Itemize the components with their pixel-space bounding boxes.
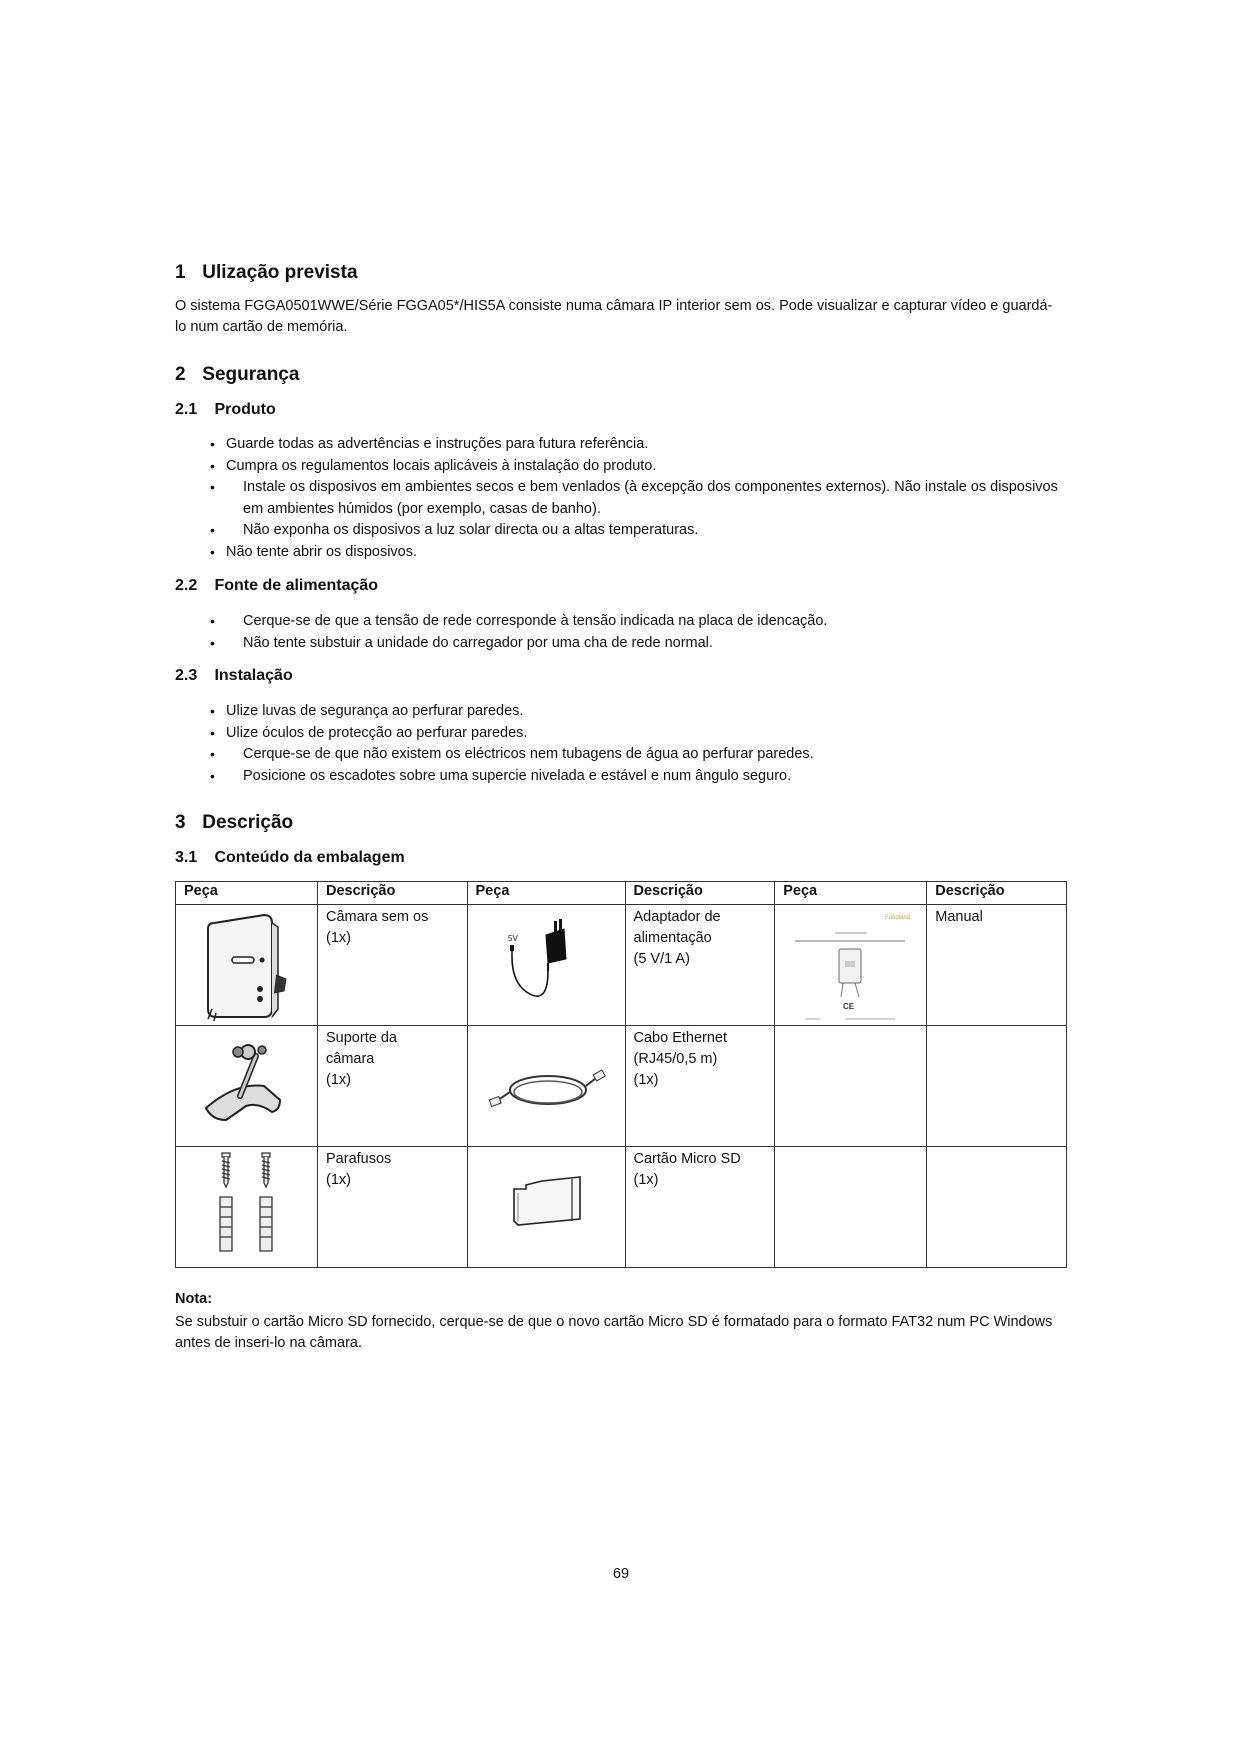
manual-brand: Friedland <box>885 915 911 921</box>
screws-and-plugs-illustration <box>176 1147 317 1267</box>
produto-list <box>175 434 1075 563</box>
sdcard-description: Cartão Micro SD (1x) <box>625 1147 775 1268</box>
camera-description: Câmara sem os (1x) <box>318 905 468 1026</box>
empty-cell <box>775 1147 927 1268</box>
ethernet-cable-illustration <box>468 1026 625 1146</box>
adapter-image-cell <box>467 905 625 1026</box>
ethernet-description: Cabo Ethernet (RJ45/0,5 m) (1x) <box>625 1026 775 1147</box>
table-row <box>176 905 1067 1026</box>
manual-image-cell <box>775 905 927 1026</box>
power-adapter-illustration <box>468 905 625 1025</box>
section-3-1-heading: 3.1 Conteúdo da embalagem <box>175 849 405 866</box>
list-item: • Instale os disposivos em ambientes secos e bem venlados (à excepção dos componentes externos). Não instale os disposivos em ambientes húmidos (por exemplo, casas de banho). <box>175 477 1075 520</box>
page-number: 69 <box>612 1566 630 1582</box>
section-2-2-heading: 2.2 Fonte de alimentação <box>175 577 379 594</box>
sdcard-image-cell <box>467 1147 625 1268</box>
note-text: Se substuir o cartão Micro SD fornecido, cerque-se de que o novo cartão Micro SD é formatado para o formato FAT32 num PC Windows antes de inseri-lo na câmara. <box>175 1314 1053 1351</box>
mount-description: Suporte da câmara (1x) <box>318 1026 468 1147</box>
section-2-3-heading: 2.3 Instalação <box>175 667 293 684</box>
adapter-voltage-label: 5V <box>507 934 518 943</box>
instalacao-list <box>175 701 1075 787</box>
mount-image-cell <box>176 1026 318 1147</box>
column-header-description: Descrição <box>318 882 468 905</box>
table-row <box>176 1147 1067 1268</box>
list-item: • Cerque-se de que não existem os eléctricos nem tubagens de água ao perfurar paredes. <box>175 744 1075 766</box>
ethernet-image-cell <box>467 1026 625 1147</box>
list-item: • Ulize luvas de segurança ao perfurar paredes. <box>175 701 1075 723</box>
empty-cell <box>775 1026 927 1147</box>
manual-cover-illustration <box>775 905 926 1025</box>
list-item: • Não exponha os disposivos a luz solar directa ou a altas temperaturas. <box>175 520 1075 542</box>
manual-description: Manual <box>927 905 1067 1026</box>
section-3-heading: 3 Descrição <box>175 812 294 833</box>
column-header-part: Peça <box>775 882 927 905</box>
column-header-part: Peça <box>467 882 625 905</box>
fonte-list <box>175 611 1075 654</box>
section-1-text: O sistema FGGA0501WWE/Série FGGA05*/HIS5A consiste numa câmara IP interior sem os. Pode visualizar e capturar vídeo e guardá-lo num cartão de memória. <box>175 298 1053 335</box>
screws-image-cell <box>176 1147 318 1268</box>
list-item: • Cerque-se de que a tensão de rede corresponde à tensão indicada na placa de idencação. <box>175 611 1075 633</box>
camera-image-cell <box>176 905 318 1026</box>
empty-cell <box>927 1026 1067 1147</box>
section-1-heading: 1 Ulização prevista <box>175 262 358 283</box>
list-item: • Ulize óculos de protecção ao perfurar paredes. <box>175 723 1075 745</box>
section-2-heading: 2 Segurança <box>175 364 300 385</box>
column-header-description: Descrição <box>927 882 1067 905</box>
package-contents-table <box>175 881 1067 1268</box>
section-2-1-heading: 2.1 Produto <box>175 401 276 418</box>
list-item: • Guarde todas as advertências e instruções para futura referência. <box>175 434 1075 456</box>
table-row <box>176 1026 1067 1147</box>
column-header-part: Peça <box>176 882 318 905</box>
list-item: • Não tente substuir a unidade do carregador por uma cha de rede normal. <box>175 633 1075 655</box>
ce-mark: CE <box>843 1002 855 1011</box>
camera-mount-illustration <box>176 1026 317 1146</box>
adapter-description: Adaptador de alimentação (5 V/1 A) <box>625 905 775 1026</box>
list-item: • Posicione os escadotes sobre uma supercie nivelada e estável e num ângulo seguro. <box>175 766 1075 788</box>
list-item: • Cumpra os regulamentos locais aplicáveis à instalação do produto. <box>175 456 1075 478</box>
screws-description: Parafusos (1x) <box>318 1147 468 1268</box>
micro-sd-card-illustration <box>468 1147 625 1267</box>
list-item: • Não tente abrir os disposivos. <box>175 542 1075 564</box>
empty-cell <box>927 1147 1067 1268</box>
column-header-description: Descrição <box>625 882 775 905</box>
ip-camera-illustration <box>176 905 317 1025</box>
table-header-row <box>176 882 1067 905</box>
note-title: Nota: <box>175 1291 213 1307</box>
